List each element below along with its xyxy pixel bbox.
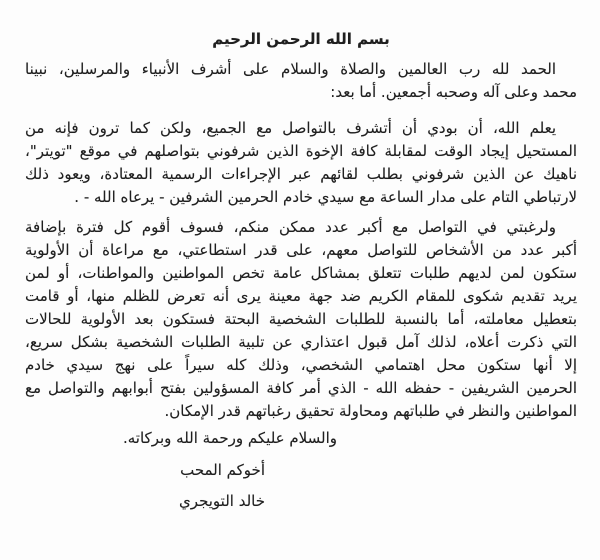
letter-line: المستحيل إيجاد الوقت لمقابلة كافة الإخوة الذين شرفوني بتواصلهم في موقع "تويتر"، xyxy=(25,142,577,160)
letter-line: لارتباطي التام على مدار الساعة مع سيدي خادم الحرمين الشرفين - يرعاه الله - . xyxy=(74,188,577,206)
second-paragraph xyxy=(25,117,577,209)
letter-line: ناهيك عن الذين شرفوني بطلب لقائهم عبر الإجراءات الرسمية المعتادة، ويعود ذلك xyxy=(25,165,577,183)
letter-line: يريد تقديم شكوى للمقام الكريم ضد جهة معينة يرى أنه تعرض للظلم منها، أو قامت xyxy=(25,287,577,305)
signature-name: خالد التويجري xyxy=(179,492,265,510)
letter-line: أكبر عدد من الأشخاص للتواصل معهم، على قدر استطاعتي، مع مراعاة أن الأولوية xyxy=(25,241,577,259)
letter-line: يعلم الله، أن بودي أن أتشرف بالتواصل مع الجميع، ولكن كما ترون فإنه من xyxy=(25,119,556,137)
letter-line: بتعطيل معاملته، أما بالنسبة للطلبات الشخصية البحتة فستكون بعد الأولوية للحالات xyxy=(25,310,577,328)
letter-line: الحرمين الشريفين - حفظه الله - الذي أمر كافة المسؤولين بفتح أبوابهم والتواصل مع xyxy=(25,379,577,397)
basmala-title: بسم الله الرحمن الرحيم xyxy=(212,30,390,48)
letter-line: ولرغبتي في التواصل مع أكبر عدد ممكن منكم، فسوف أقوم كل فترة بإضافة xyxy=(25,218,556,236)
opening-paragraph xyxy=(25,58,577,104)
letter-line: ستكون لمن لديهم طلبات تتعلق بمشاكل عامة تخص المواطنين والمواطنات، أو لمن xyxy=(25,264,577,282)
signature-role: أخوكم المحب xyxy=(180,461,265,479)
letter-line: محمد وعلى آله وصحبه أجمعين. أما بعد: xyxy=(330,83,577,101)
letter-line: الحمد لله رب العالمين والصلاة والسلام على أشرف الأنبياء والمرسلين، نبينا xyxy=(25,60,556,78)
letter-line: المواطنين والنظر في طلباتهم ومحاولة تحقيق رغباتهم قدر الإمكان. xyxy=(164,402,577,420)
letter-line: التي ذكرت أعلاه، لذلك آمل قبول اعتذاري عن تلبية الطلبات الشخصية بشكل سريع، xyxy=(25,333,577,351)
signature-block xyxy=(25,459,265,513)
letter-line: إلا أنها ستكون محل اهتمامي الشخصي، وذلك كله سيراً على نهج سيدي خادم xyxy=(25,356,577,374)
third-paragraph xyxy=(25,216,577,423)
salam-closing: والسلام عليكم ورحمة الله وبركاته. xyxy=(123,429,337,447)
